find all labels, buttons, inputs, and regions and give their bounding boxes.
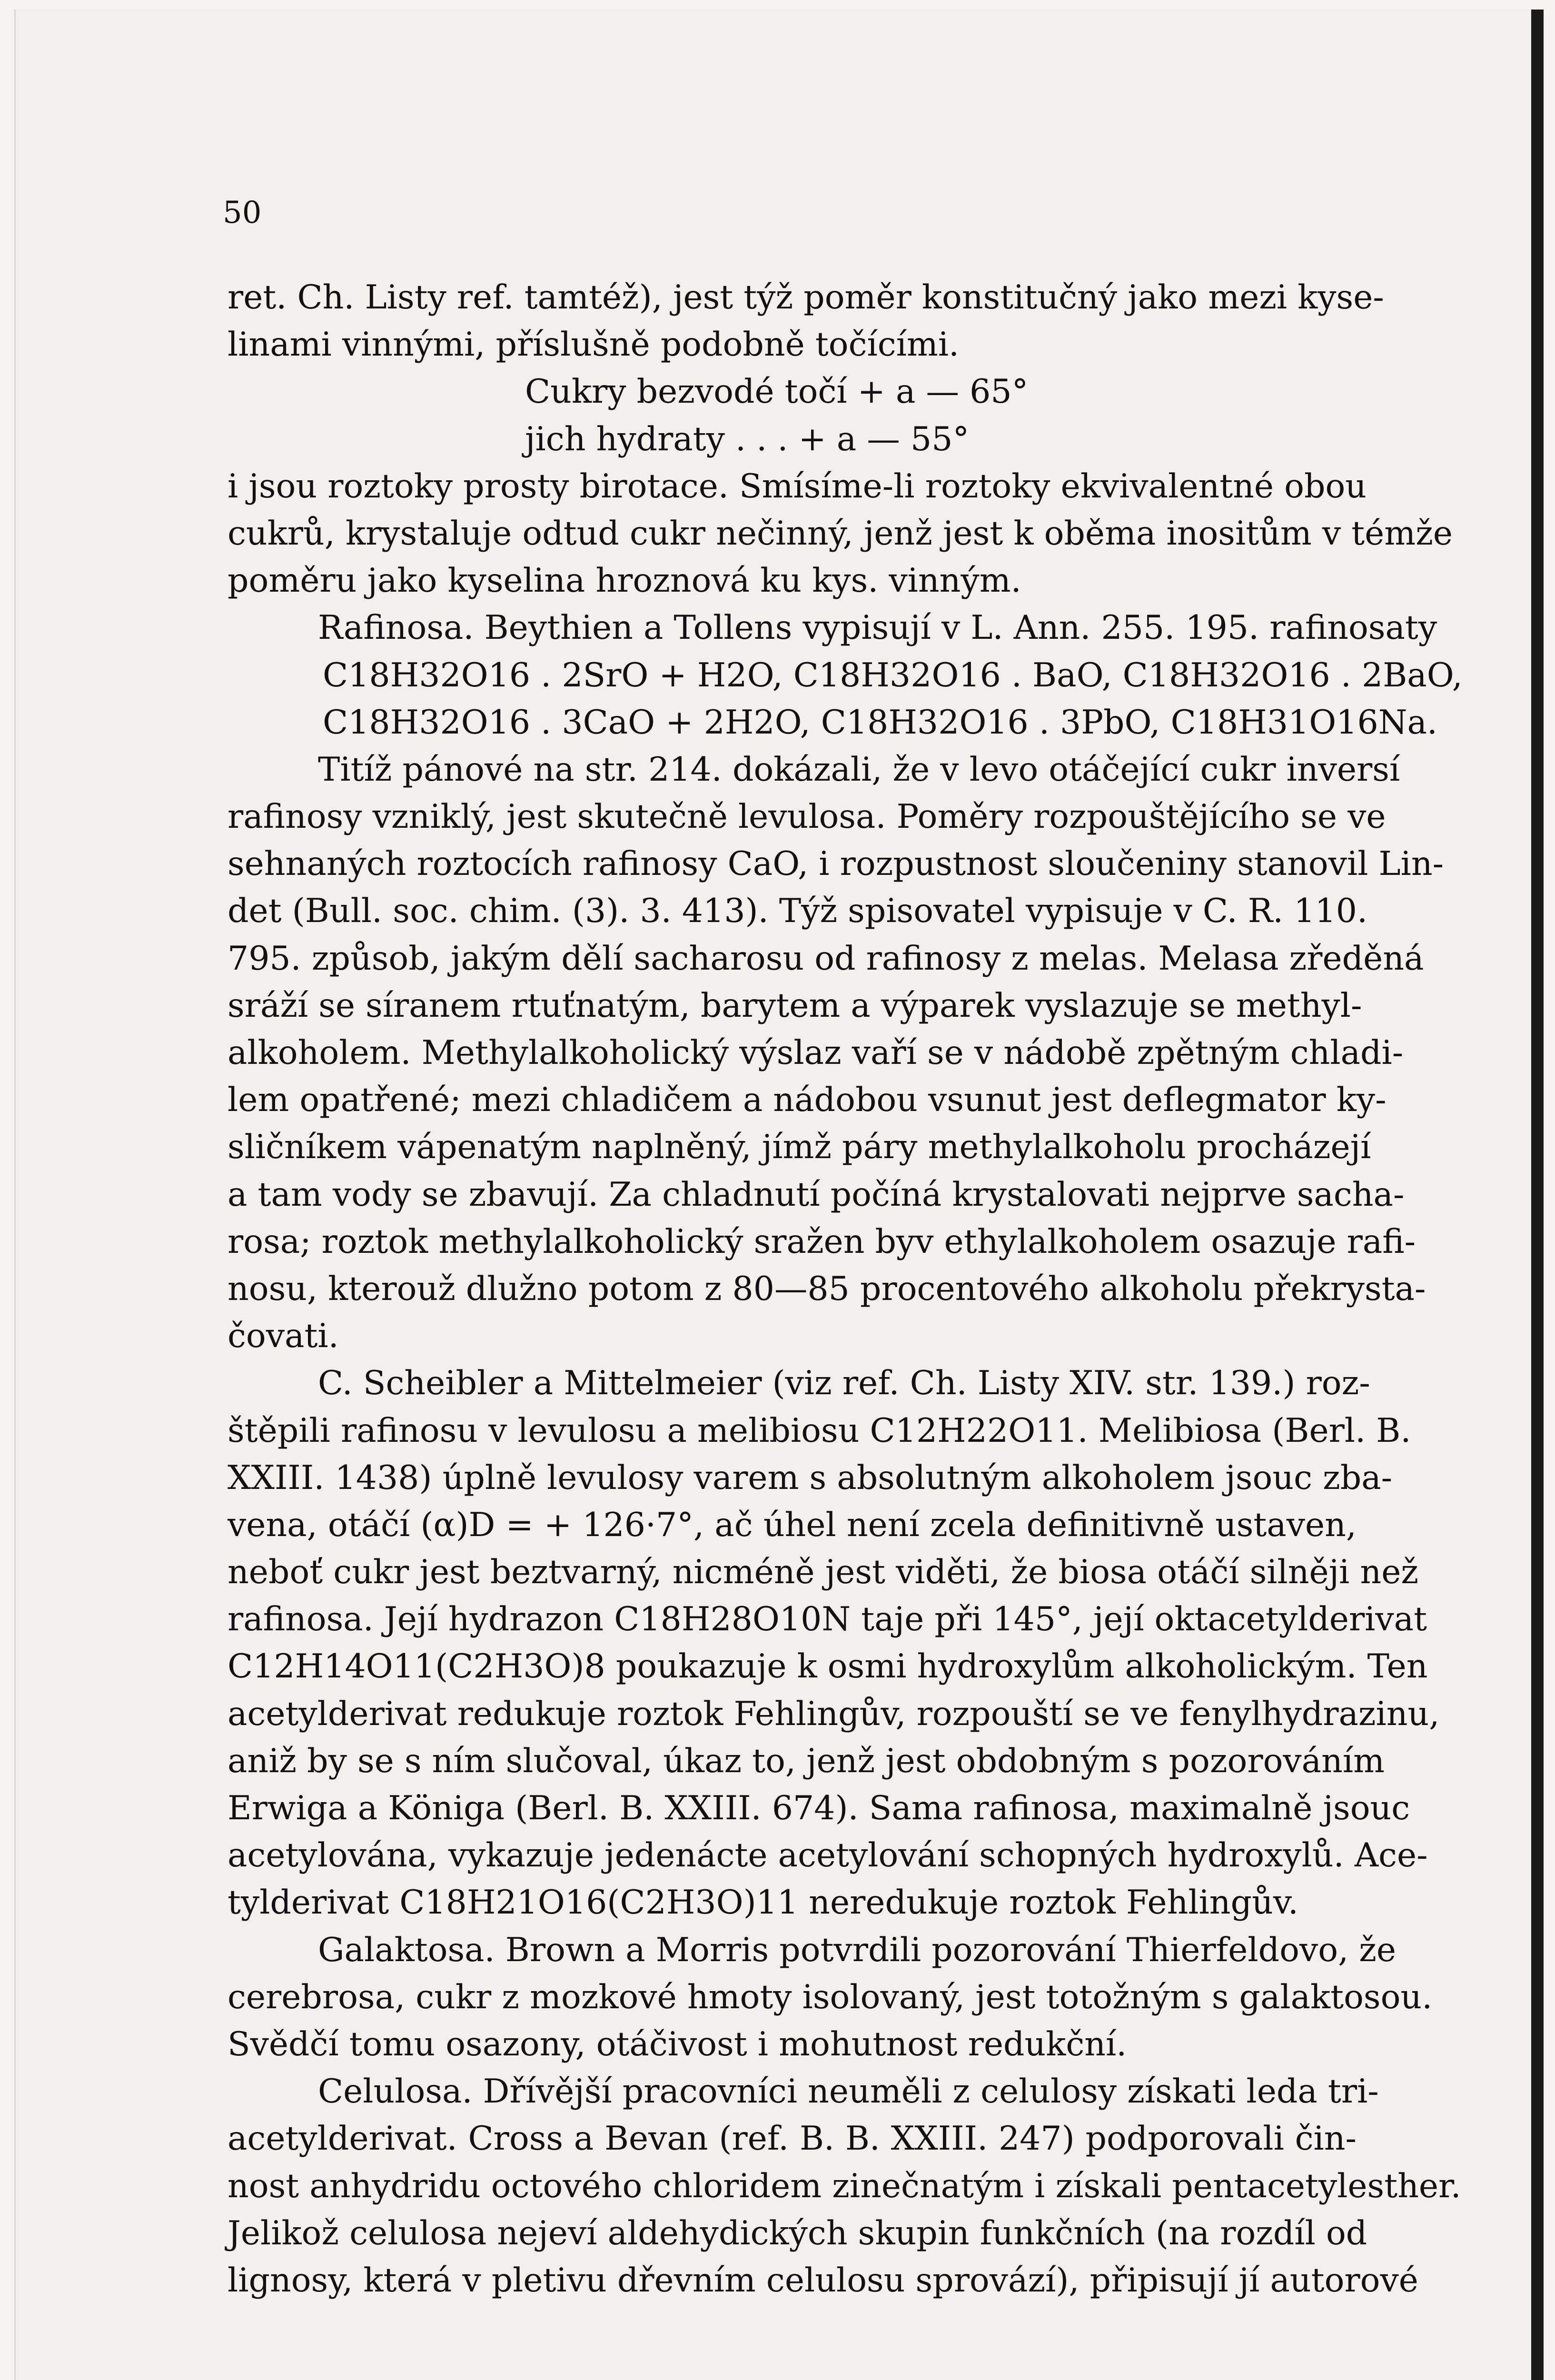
formula-line: C18H32O16 . 2SrO + H2O, C18H32O16 . BaO, C18H32O16 . 2BaO,: [323, 655, 1463, 694]
page-edge-shadow: [1531, 10, 1544, 2380]
rotation-line: Cukry bezvodé točí + a — 65°: [525, 372, 1029, 411]
section-heading-line: Galaktosa. Brown a Morris potvrdili pozorování Thierfeldovo, že: [318, 1930, 1397, 1969]
text-line: det (Bull. soc. chim. (3). 3. 413). Týž spisovatel vypisuje v C. R. 110.: [228, 892, 1368, 931]
text-line: štěpili rafinosu v levulosu a melibiosu C12H22O11. Melibiosa (Berl. B.: [228, 1411, 1411, 1450]
page-number: 50: [223, 195, 262, 230]
text-line: sráží se síranem rtuťnatým, barytem a výparek vyslazuje se methyl-: [228, 986, 1362, 1025]
text-line: sehnaných roztocích rafinosy CaO, i rozpustnost sloučeniny stanovil Lin-: [228, 844, 1444, 883]
text-line: alkoholem. Methylalkoholický výslaz vaří se v nádobě zpětným chladi-: [228, 1033, 1404, 1072]
text-line: 795. způsob, jakým dělí sacharosu od rafinosy z melas. Melasa zředěná: [228, 939, 1424, 978]
text-line: a tam vody se zbavují. Za chladnutí počíná krystalovati nejprve sacha-: [228, 1175, 1405, 1214]
text-line: vena, otáčí (α)D = + 126·7°, ač úhel není zcela definitivně ustaven,: [228, 1505, 1357, 1544]
text-line: XXIII. 1438) úplně levulosy varem s absolutným alkoholem jsouc zba-: [228, 1458, 1393, 1497]
text-line: acetylderivat. Cross a Bevan (ref. B. B. XXIII. 247) podporovali čin-: [228, 2119, 1357, 2158]
text-line: acetylována, vykazuje jedenácte acetylování schopných hydroxylů. Ace-: [228, 1836, 1428, 1875]
text-line: Erwiga a Königa (Berl. B. XXIII. 674). Sama rafinosa, maximalně jsouc: [228, 1789, 1410, 1827]
text-line: Jelikož celulosa nejeví aldehydických skupin funkčních (na rozdíl od: [228, 2213, 1367, 2252]
section-heading-line: Celulosa. Dřívější pracovníci neuměli z celulosy získati leda tri-: [318, 2072, 1379, 2111]
text-line: C. Scheibler a Mittelmeier (viz ref. Ch. Listy XIV. str. 139.) roz-: [318, 1364, 1370, 1403]
text-line: Svědčí tomu osazony, otáčivost i mohutnost redukční.: [228, 2024, 1127, 2063]
text-line: acetylderivat redukuje roztok Fehlingův, rozpouští se ve fenylhydrazinu,: [228, 1694, 1440, 1733]
rotation-line: jich hydraty . . . + a — 55°: [525, 419, 970, 458]
body-text: [228, 274, 1463, 2304]
formula-line: C18H32O16 . 3CaO + 2H2O, C18H32O16 . 3PbO, C18H31O16Na.: [323, 703, 1438, 742]
text-line: linami vinnými, příslušně podobně točícími.: [228, 325, 960, 364]
text-line: lem opatřené; mezi chladičem a nádobou vsunut jest deflegmator ky-: [228, 1081, 1387, 1120]
text-line: neboť cukr jest beztvarný, nicméně jest viděti, že biosa otáčí silněji než: [228, 1553, 1418, 1592]
text-line: tylderivat C18H21O16(C2H3O)11 neredukuje roztok Fehlingův.: [228, 1883, 1298, 1922]
text-line: rafinosy vzniklý, jest skutečně levulosa. Poměry rozpouštějícího se ve: [228, 797, 1386, 836]
section-heading-line: Rafinosa. Beythien a Tollens vypisují v L. Ann. 255. 195. rafinosaty: [318, 608, 1437, 647]
text-line: rosa; roztok methylalkoholický sražen byv ethylalkoholem osazuje rafi-: [228, 1222, 1416, 1261]
text-line: rafinosa. Její hydrazon C18H28O10N taje při 145°, její oktacetylderivat: [228, 1600, 1427, 1639]
text-line: i jsou roztoky prosty birotace. Smísíme-li roztoky ekvivalentné obou: [228, 466, 1367, 506]
text-line: cerebrosa, cukr z mozkové hmoty isolovaný, jest totožným s galaktosou.: [228, 1977, 1433, 2016]
text-line: lignosy, která v pletivu dřevním celulosu sprovází), připisují jí autorové: [228, 2261, 1418, 2300]
text-line: nosu, kterouž dlužno potom z 80—85 procentového alkoholu překrysta-: [228, 1269, 1426, 1308]
text-line: sličníkem vápenatým naplněný, jímž páry methylalkoholu procházejí: [228, 1128, 1371, 1167]
text-line: čovati.: [228, 1317, 339, 1356]
text-line: nost anhydridu octového chloridem zinečnatým i získali pentacetylesther.: [228, 2166, 1461, 2205]
text-line: cukrů, krystaluje odtud cukr nečinný, jenž jest k oběma inositům v témže: [228, 514, 1453, 553]
text-line: Titíž pánové na str. 214. dokázali, že v levo otáčející cukr inversí: [318, 750, 1400, 789]
text-line: poměru jako kyselina hroznová ku kys. vinným.: [228, 561, 1021, 600]
text-line: ret. Ch. Listy ref. tamtéž), jest týž poměr konstitučný jako mezi kyse-: [228, 278, 1384, 317]
text-line: C12H14O11(C2H3O)8 poukazuje k osmi hydroxylům alkoholickým. Ten: [228, 1647, 1428, 1686]
text-line: aniž by se s ním slučoval, úkaz to, jenž jest obdobným s pozorováním: [228, 1741, 1385, 1780]
